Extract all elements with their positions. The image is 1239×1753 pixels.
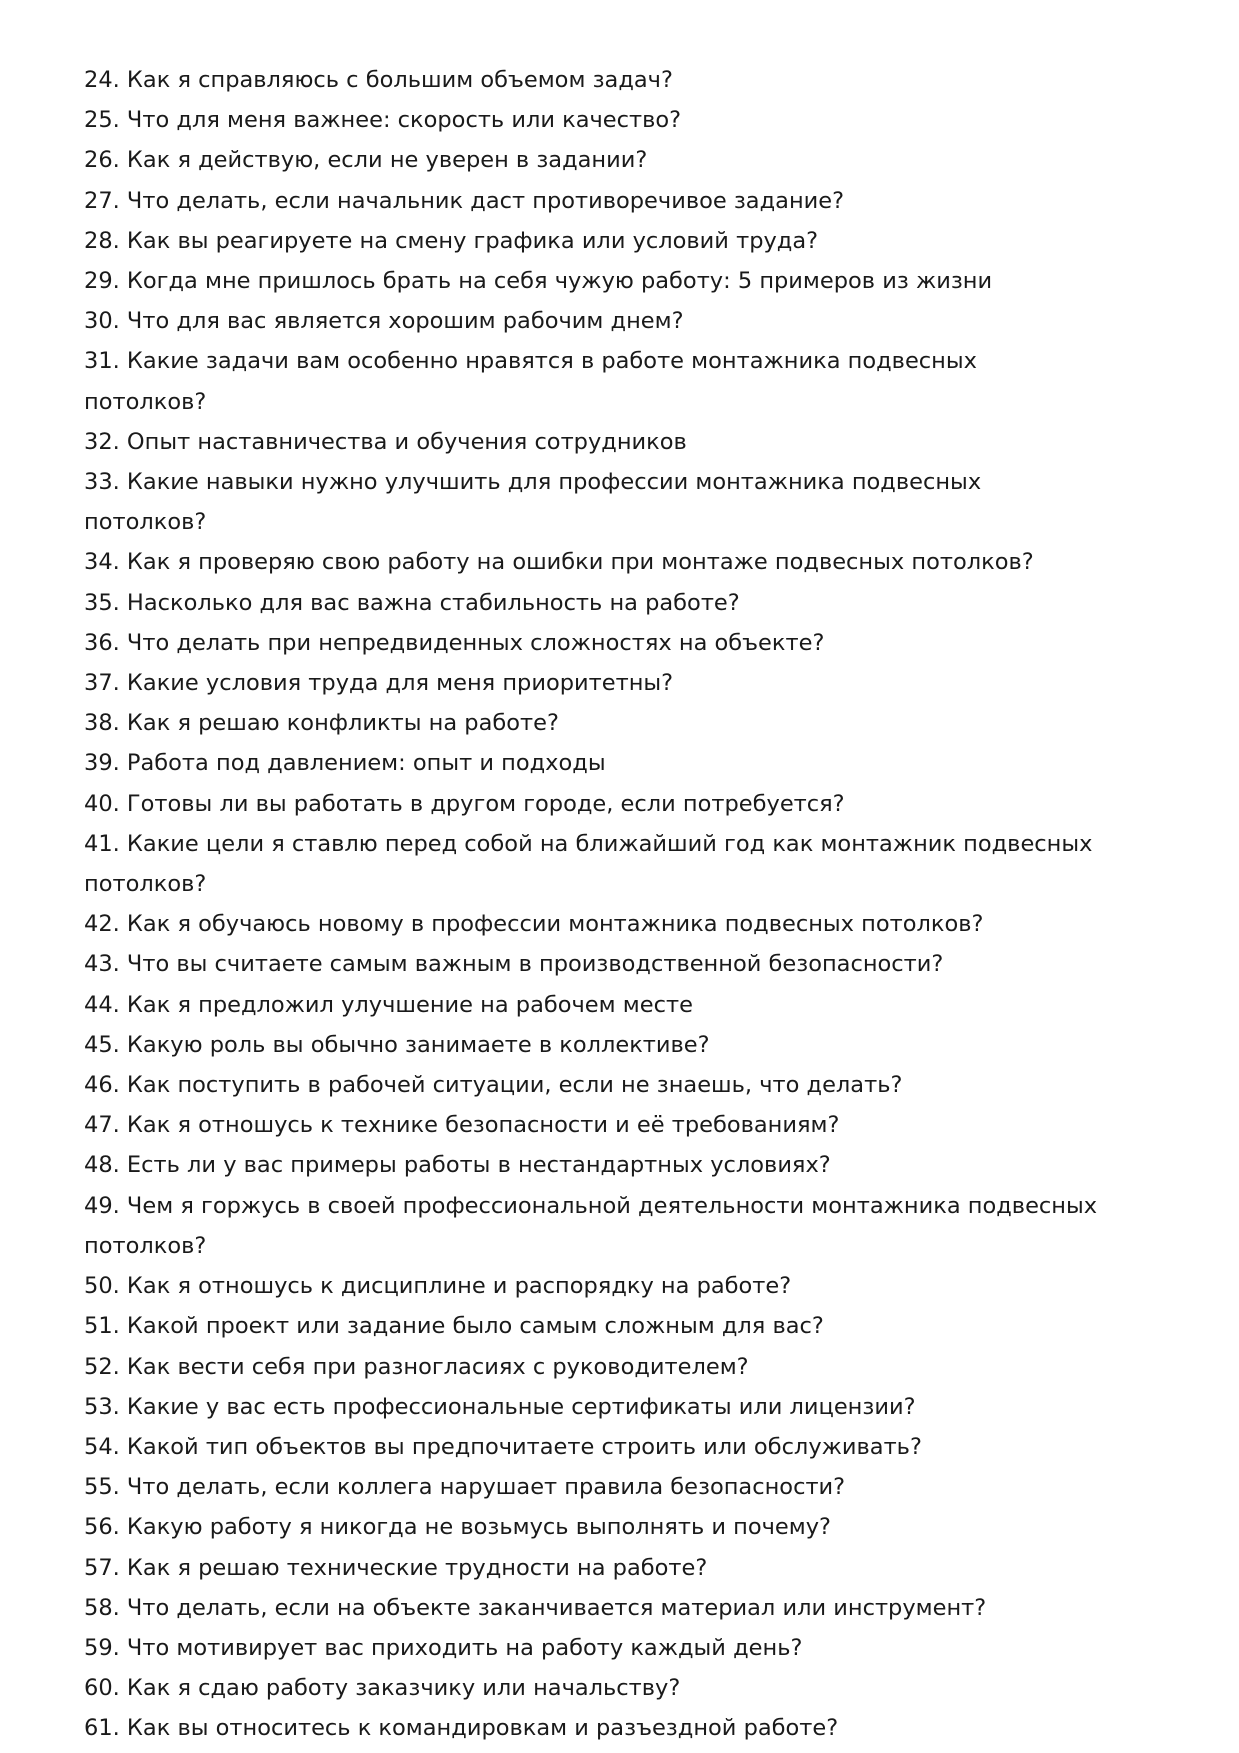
question-item: 30. Что для вас является хорошим рабочим днем? xyxy=(84,308,684,335)
question-item: 60. Как я сдаю работу заказчику или начальству? xyxy=(84,1675,681,1702)
question-item: 52. Как вести себя при разногласиях с руководителем? xyxy=(84,1353,749,1380)
question-item: 59. Что мотивирует вас приходить на работу каждый день? xyxy=(84,1634,803,1661)
question-item: 29. Когда мне пришлось брать на себя чужую работу: 5 примеров из жизни xyxy=(84,268,993,295)
question-item: 38. Как я решаю конфликты на работе? xyxy=(84,710,559,737)
question-item: 51. Какой проект или задание было самым сложным для вас? xyxy=(84,1313,824,1340)
question-item: 43. Что вы считаете самым важным в производственной безопасности? xyxy=(84,951,944,978)
question-item: 58. Что делать, если на объекте заканчивается материал или инструмент? xyxy=(84,1594,987,1621)
question-item: 26. Как я действую, если не уверен в задании? xyxy=(84,147,648,174)
question-item: 42. Как я обучаюсь новому в профессии монтажника подвесных потолков? xyxy=(84,911,984,938)
question-item: 55. Что делать, если коллега нарушает правила безопасности? xyxy=(84,1474,846,1501)
question-item: 36. Что делать при непредвиденных сложностях на объекте? xyxy=(84,629,825,656)
question-item: 48. Есть ли у вас примеры работы в нестандартных условиях? xyxy=(84,1152,831,1179)
question-item: 47. Как я отношусь к технике безопасности и её требованиям? xyxy=(84,1112,840,1139)
question-item: 25. Что для меня важнее: скорость или качество? xyxy=(84,107,682,134)
question-item: 53. Какие у вас есть профессиональные сертификаты или лицензии? xyxy=(84,1393,916,1420)
question-item: 28. Как вы реагируете на смену графика или условий труда? xyxy=(84,227,819,254)
question-list xyxy=(84,60,1104,1749)
question-item: 33. Какие навыки нужно улучшить для профессии монтажника подвесных потолков? xyxy=(84,469,982,536)
question-item: 45. Какую роль вы обычно занимаете в коллективе? xyxy=(84,1031,710,1058)
question-item: 37. Какие условия труда для меня приоритетны? xyxy=(84,670,674,697)
question-item: 34. Как я проверяю свою работу на ошибки при монтаже подвесных потолков? xyxy=(84,549,1034,576)
question-item: 54. Какой тип объектов вы предпочитаете строить или обслуживать? xyxy=(84,1433,922,1460)
question-item: 40. Готовы ли вы работать в другом городе, если потребуется? xyxy=(84,790,845,817)
question-item: 32. Опыт наставничества и обучения сотрудников xyxy=(84,428,687,455)
question-item: 56. Какую работу я никогда не возьмусь выполнять и почему? xyxy=(84,1514,831,1541)
question-item: 24. Как я справляюсь с большим объемом задач? xyxy=(84,67,673,93)
question-item: 41. Какие цели я ставлю перед собой на ближайший год как монтажник подвесных потолков? xyxy=(84,830,1093,898)
question-item: 49. Чем я горжусь в своей профессиональной деятельности монтажника подвесных потолков? xyxy=(84,1192,1098,1259)
question-item: 44. Как я предложил улучшение на рабочем месте xyxy=(84,991,693,1018)
question-item: 31. Какие задачи вам особенно нравятся в работе монтажника подвесных потолков? xyxy=(84,348,977,415)
question-item: 27. Что делать, если начальник даст противоречивое задание? xyxy=(84,187,845,214)
question-item: 50. Как я отношусь к дисциплине и распорядку на работе? xyxy=(84,1273,792,1300)
question-item: 39. Работа под давлением: опыт и подходы xyxy=(84,750,606,777)
question-item: 61. Как вы относитесь к командировкам и разъездной работе? xyxy=(84,1715,839,1742)
question-item: 35. Насколько для вас важна стабильность на работе? xyxy=(84,589,740,616)
question-item: 46. Как поступить в рабочей ситуации, если не знаешь, что делать? xyxy=(84,1072,903,1099)
question-item: 57. Как я решаю технические трудности на работе? xyxy=(84,1554,708,1581)
